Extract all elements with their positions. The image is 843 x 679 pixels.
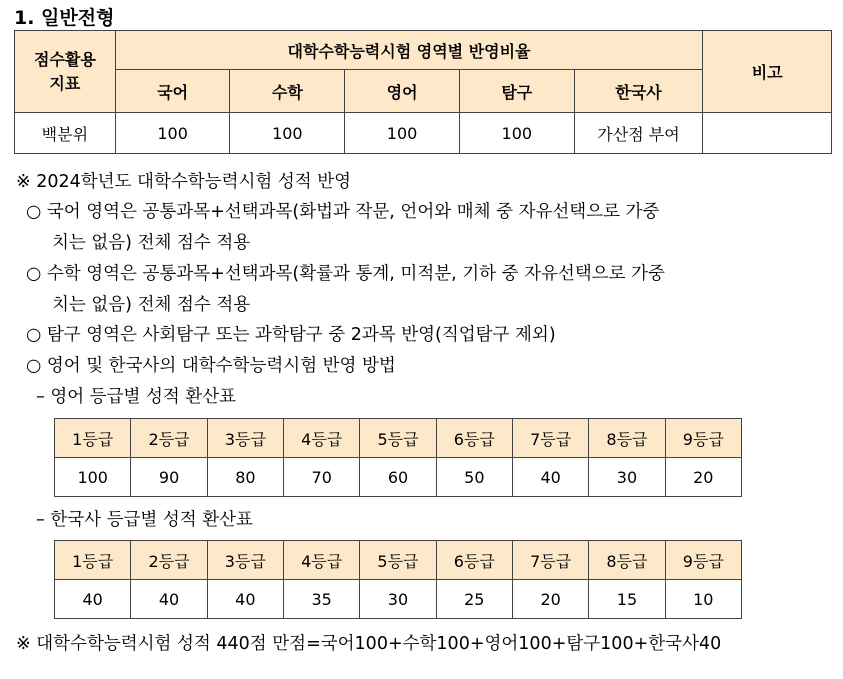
- grade-cell: 1등급: [55, 419, 131, 458]
- english-grade-table: [54, 418, 742, 497]
- score-cell: 15: [589, 580, 665, 619]
- value-korean: 100: [115, 113, 230, 154]
- header-subject-korean-history: 한국사: [574, 70, 703, 113]
- score-cell: 40: [207, 580, 283, 619]
- value-korean-history: 가산점 부여: [574, 113, 703, 154]
- english-table-caption: – 영어 등급별 성적 환산표: [36, 387, 237, 407]
- note-inquiry: ○ 탐구 영역은 사회탐구 또는 과학탐구 중 2과목 반영(직업탐구 제외): [26, 325, 556, 345]
- note-math-line1: ○ 수학 영역은 공통과목+선택과목(확률과 통계, 미적분, 기하 중 자유선택으로 가중: [26, 264, 665, 284]
- grade-cell: 5등급: [360, 419, 436, 458]
- grade-cell: 7등급: [513, 419, 589, 458]
- note-korean-line2: 치는 없음) 전체 점수 적용: [52, 233, 251, 253]
- grade-cell: 4등급: [283, 541, 359, 580]
- score-cell: 100: [55, 458, 131, 497]
- row-indicator: 백분위: [15, 113, 116, 154]
- score-cell: 80: [207, 458, 283, 497]
- score-cell: 60: [360, 458, 436, 497]
- grade-cell: 3등급: [207, 541, 283, 580]
- grade-cell: 6등급: [436, 541, 512, 580]
- grade-cell: 5등급: [360, 541, 436, 580]
- grade-cell: 6등급: [436, 419, 512, 458]
- score-cell: 90: [131, 458, 207, 497]
- score-cell: 20: [512, 580, 588, 619]
- header-subject-korean: 국어: [115, 70, 230, 113]
- grade-cell: 9등급: [665, 541, 741, 580]
- value-english: 100: [345, 113, 460, 154]
- header-subject-inquiry: 탐구: [459, 70, 574, 113]
- score-cell: 30: [360, 580, 436, 619]
- grade-cell: 8등급: [589, 541, 665, 580]
- score-cell: 40: [131, 580, 207, 619]
- score-cell: 50: [436, 458, 512, 497]
- score-cell: 35: [283, 580, 359, 619]
- grade-cell: 1등급: [55, 541, 131, 580]
- score-cell: 40: [55, 580, 131, 619]
- header-indicator: 점수활용 지표: [15, 31, 116, 113]
- score-ratio-table: [14, 30, 832, 154]
- note-korean-line1: ○ 국어 영역은 공통과목+선택과목(화법과 작문, 언어와 매체 중 자유선택으로 가중: [26, 202, 660, 222]
- footer-note: ※ 대학수학능력시험 성적 440점 만점=국어100+수학100+영어100+탐구100+한국사40: [16, 634, 722, 654]
- grade-cell: 9등급: [665, 419, 741, 458]
- score-cell: 40: [513, 458, 589, 497]
- value-note: [703, 113, 832, 154]
- header-ratio-group: 대학수학능력시험 영역별 반영비율: [115, 31, 703, 70]
- score-cell: 30: [589, 458, 665, 497]
- score-cell: 25: [436, 580, 512, 619]
- score-cell: 10: [665, 580, 741, 619]
- korhist-table-caption: – 한국사 등급별 성적 환산표: [36, 510, 253, 530]
- value-inquiry: 100: [459, 113, 574, 154]
- score-cell: 70: [284, 458, 360, 497]
- header-subject-math: 수학: [230, 70, 345, 113]
- note-csat-year: ※ 2024학년도 대학수학능력시험 성적 반영: [16, 172, 352, 192]
- grade-cell: 3등급: [207, 419, 283, 458]
- section-title: 1. 일반전형: [14, 7, 115, 29]
- grade-cell: 2등급: [131, 419, 207, 458]
- header-subject-english: 영어: [345, 70, 460, 113]
- value-math: 100: [230, 113, 345, 154]
- note-math-line2: 치는 없음) 전체 점수 적용: [52, 295, 251, 315]
- grade-cell: 4등급: [284, 419, 360, 458]
- note-english-history: ○ 영어 및 한국사의 대학수학능력시험 반영 방법: [26, 356, 396, 376]
- grade-cell: 2등급: [131, 541, 207, 580]
- korean-history-grade-table: [54, 540, 742, 619]
- grade-cell: 7등급: [512, 541, 588, 580]
- grade-cell: 8등급: [589, 419, 665, 458]
- score-cell: 20: [665, 458, 741, 497]
- header-note: 비고: [703, 31, 832, 113]
